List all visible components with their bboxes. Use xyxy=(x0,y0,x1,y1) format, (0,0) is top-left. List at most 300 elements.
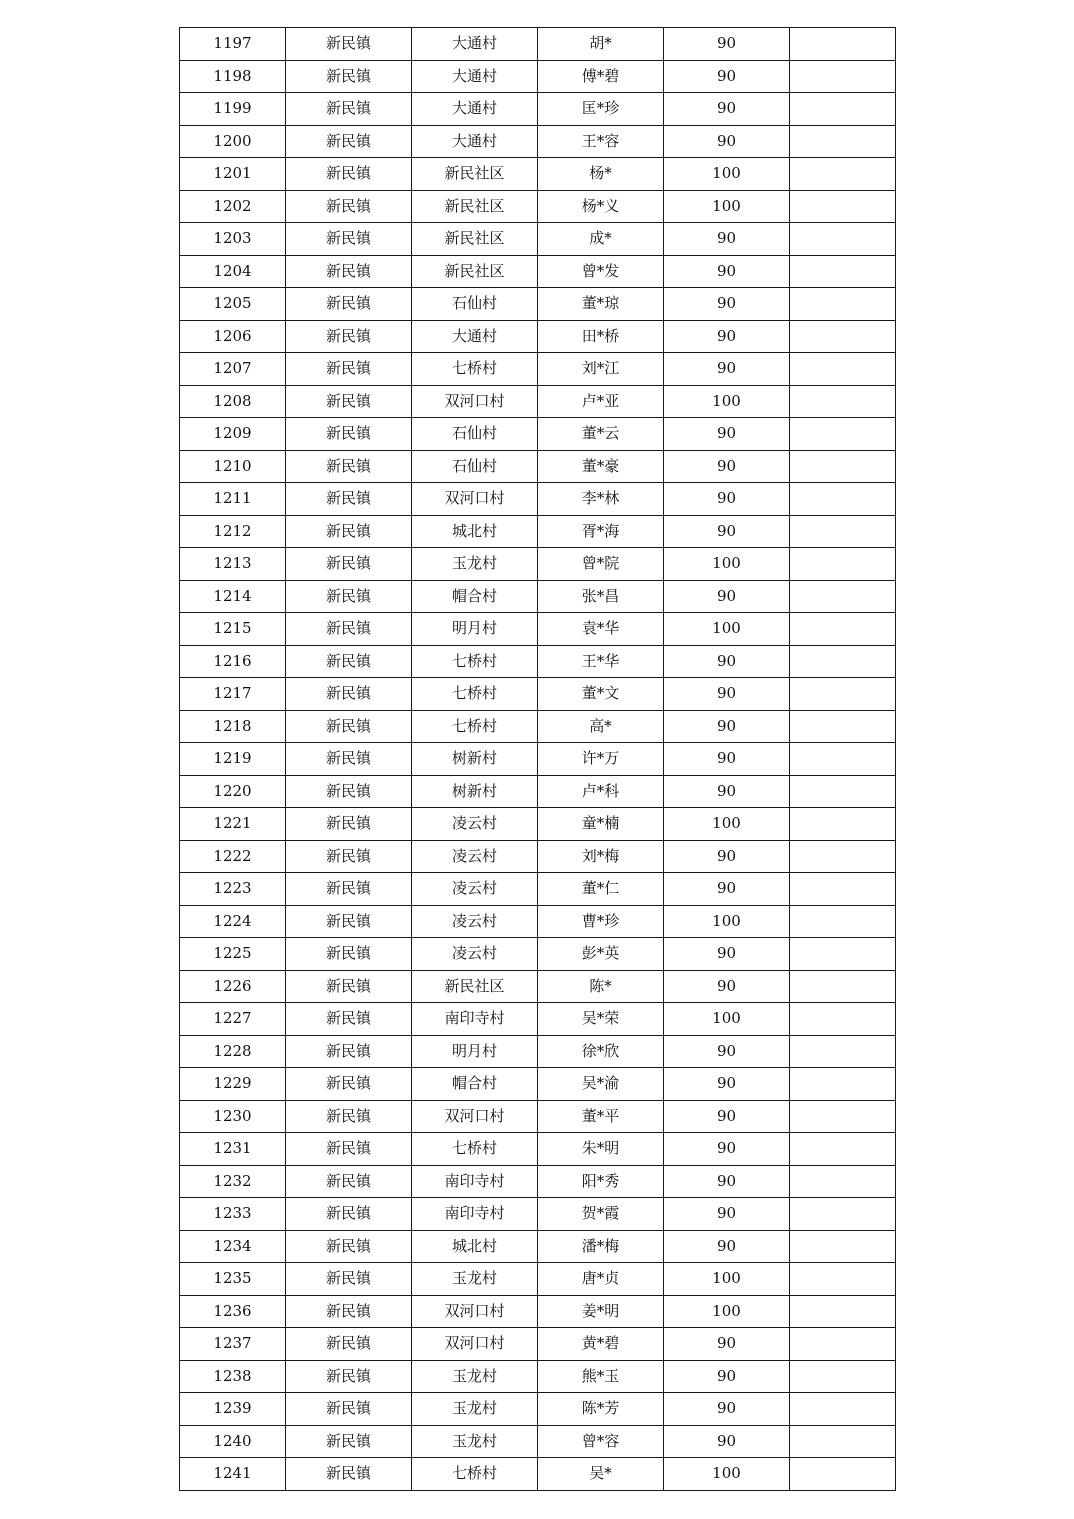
cell-index: 1233 xyxy=(180,1198,286,1231)
cell-remark xyxy=(790,548,896,581)
cell-index: 1234 xyxy=(180,1230,286,1263)
cell-village: 明月村 xyxy=(412,613,538,646)
cell-remark xyxy=(790,1458,896,1491)
table-row xyxy=(180,775,896,808)
cell-name: 阳*秀 xyxy=(538,1165,664,1198)
table-row xyxy=(180,1165,896,1198)
cell-name: 黄*碧 xyxy=(538,1328,664,1361)
cell-name: 曾*院 xyxy=(538,548,664,581)
cell-amount: 90 xyxy=(664,93,790,126)
cell-name: 熊*玉 xyxy=(538,1360,664,1393)
cell-village: 大通村 xyxy=(412,60,538,93)
cell-index: 1209 xyxy=(180,418,286,451)
cell-name: 胥*海 xyxy=(538,515,664,548)
cell-amount: 90 xyxy=(664,775,790,808)
cell-name: 徐*欣 xyxy=(538,1035,664,1068)
cell-index: 1230 xyxy=(180,1100,286,1133)
cell-town: 新民镇 xyxy=(286,1393,412,1426)
cell-name: 吴* xyxy=(538,1458,664,1491)
cell-remark xyxy=(790,905,896,938)
cell-town: 新民镇 xyxy=(286,1003,412,1036)
cell-remark xyxy=(790,678,896,711)
cell-town: 新民镇 xyxy=(286,1100,412,1133)
table-row xyxy=(180,320,896,353)
cell-remark xyxy=(790,1100,896,1133)
cell-remark xyxy=(790,1035,896,1068)
cell-town: 新民镇 xyxy=(286,840,412,873)
cell-village: 城北村 xyxy=(412,515,538,548)
cell-village: 双河口村 xyxy=(412,1100,538,1133)
cell-index: 1229 xyxy=(180,1068,286,1101)
cell-amount: 90 xyxy=(664,515,790,548)
cell-village: 石仙村 xyxy=(412,288,538,321)
cell-remark xyxy=(790,255,896,288)
cell-town: 新民镇 xyxy=(286,385,412,418)
cell-index: 1211 xyxy=(180,483,286,516)
cell-amount: 90 xyxy=(664,1425,790,1458)
cell-village: 凌云村 xyxy=(412,808,538,841)
cell-remark xyxy=(790,1230,896,1263)
cell-name: 匡*珍 xyxy=(538,93,664,126)
cell-village: 新民社区 xyxy=(412,158,538,191)
cell-name: 王*容 xyxy=(538,125,664,158)
table-row xyxy=(180,450,896,483)
cell-remark xyxy=(790,938,896,971)
cell-village: 新民社区 xyxy=(412,190,538,223)
cell-amount: 90 xyxy=(664,840,790,873)
table-row xyxy=(180,125,896,158)
cell-name: 吴*荣 xyxy=(538,1003,664,1036)
cell-village: 玉龙村 xyxy=(412,1263,538,1296)
cell-village: 新民社区 xyxy=(412,255,538,288)
cell-name: 陈* xyxy=(538,970,664,1003)
cell-amount: 100 xyxy=(664,385,790,418)
cell-amount: 90 xyxy=(664,1198,790,1231)
cell-name: 董*文 xyxy=(538,678,664,711)
table-row xyxy=(180,678,896,711)
cell-index: 1232 xyxy=(180,1165,286,1198)
cell-amount: 90 xyxy=(664,1360,790,1393)
cell-index: 1224 xyxy=(180,905,286,938)
cell-amount: 100 xyxy=(664,1003,790,1036)
cell-index: 1197 xyxy=(180,28,286,61)
cell-name: 吴*渝 xyxy=(538,1068,664,1101)
cell-village: 双河口村 xyxy=(412,385,538,418)
table-row xyxy=(180,223,896,256)
cell-village: 玉龙村 xyxy=(412,1360,538,1393)
cell-village: 玉龙村 xyxy=(412,548,538,581)
cell-town: 新民镇 xyxy=(286,93,412,126)
cell-index: 1217 xyxy=(180,678,286,711)
cell-amount: 100 xyxy=(664,158,790,191)
cell-index: 1235 xyxy=(180,1263,286,1296)
cell-index: 1208 xyxy=(180,385,286,418)
cell-village: 新民社区 xyxy=(412,970,538,1003)
cell-name: 杨* xyxy=(538,158,664,191)
table-row xyxy=(180,1393,896,1426)
cell-remark xyxy=(790,808,896,841)
cell-index: 1215 xyxy=(180,613,286,646)
cell-amount: 90 xyxy=(664,353,790,386)
cell-village: 南印寺村 xyxy=(412,1198,538,1231)
cell-name: 卢*亚 xyxy=(538,385,664,418)
cell-remark xyxy=(790,840,896,873)
cell-amount: 90 xyxy=(664,970,790,1003)
cell-amount: 90 xyxy=(664,255,790,288)
table-row xyxy=(180,645,896,678)
cell-village: 大通村 xyxy=(412,93,538,126)
cell-amount: 90 xyxy=(664,1230,790,1263)
cell-town: 新民镇 xyxy=(286,60,412,93)
cell-amount: 90 xyxy=(664,873,790,906)
table-row xyxy=(180,1263,896,1296)
cell-town: 新民镇 xyxy=(286,1165,412,1198)
cell-name: 杨*义 xyxy=(538,190,664,223)
cell-town: 新民镇 xyxy=(286,548,412,581)
cell-name: 刘*梅 xyxy=(538,840,664,873)
cell-village: 玉龙村 xyxy=(412,1393,538,1426)
cell-amount: 90 xyxy=(664,1035,790,1068)
cell-index: 1205 xyxy=(180,288,286,321)
cell-village: 双河口村 xyxy=(412,483,538,516)
cell-index: 1220 xyxy=(180,775,286,808)
cell-remark xyxy=(790,93,896,126)
cell-remark xyxy=(790,353,896,386)
cell-remark xyxy=(790,1198,896,1231)
cell-village: 七桥村 xyxy=(412,710,538,743)
cell-name: 董*豪 xyxy=(538,450,664,483)
cell-amount: 90 xyxy=(664,125,790,158)
cell-town: 新民镇 xyxy=(286,1360,412,1393)
cell-amount: 90 xyxy=(664,1100,790,1133)
cell-town: 新民镇 xyxy=(286,483,412,516)
table-row xyxy=(180,418,896,451)
cell-index: 1231 xyxy=(180,1133,286,1166)
data-table xyxy=(179,27,896,1491)
table-row xyxy=(180,1100,896,1133)
cell-town: 新民镇 xyxy=(286,808,412,841)
cell-remark xyxy=(790,1328,896,1361)
cell-remark xyxy=(790,158,896,191)
cell-remark xyxy=(790,60,896,93)
cell-remark xyxy=(790,288,896,321)
table-row xyxy=(180,483,896,516)
cell-amount: 90 xyxy=(664,678,790,711)
cell-index: 1227 xyxy=(180,1003,286,1036)
table-row xyxy=(180,580,896,613)
table-row xyxy=(180,288,896,321)
cell-amount: 90 xyxy=(664,418,790,451)
cell-town: 新民镇 xyxy=(286,710,412,743)
cell-remark xyxy=(790,1425,896,1458)
cell-name: 姜*明 xyxy=(538,1295,664,1328)
table-row xyxy=(180,905,896,938)
cell-remark xyxy=(790,1360,896,1393)
cell-remark xyxy=(790,125,896,158)
cell-index: 1228 xyxy=(180,1035,286,1068)
cell-town: 新民镇 xyxy=(286,678,412,711)
cell-town: 新民镇 xyxy=(286,288,412,321)
cell-index: 1223 xyxy=(180,873,286,906)
cell-town: 新民镇 xyxy=(286,1230,412,1263)
cell-village: 南印寺村 xyxy=(412,1165,538,1198)
cell-index: 1216 xyxy=(180,645,286,678)
cell-index: 1204 xyxy=(180,255,286,288)
cell-name: 李*林 xyxy=(538,483,664,516)
cell-index: 1240 xyxy=(180,1425,286,1458)
table-row xyxy=(180,1328,896,1361)
cell-village: 新民社区 xyxy=(412,223,538,256)
cell-village: 玉龙村 xyxy=(412,1425,538,1458)
cell-remark xyxy=(790,190,896,223)
cell-village: 七桥村 xyxy=(412,1458,538,1491)
cell-name: 董*云 xyxy=(538,418,664,451)
cell-town: 新民镇 xyxy=(286,418,412,451)
cell-name: 田*桥 xyxy=(538,320,664,353)
cell-village: 大通村 xyxy=(412,320,538,353)
cell-name: 潘*梅 xyxy=(538,1230,664,1263)
table-row xyxy=(180,613,896,646)
cell-amount: 90 xyxy=(664,223,790,256)
table-row xyxy=(180,158,896,191)
cell-town: 新民镇 xyxy=(286,1068,412,1101)
cell-town: 新民镇 xyxy=(286,1035,412,1068)
cell-remark xyxy=(790,775,896,808)
cell-remark xyxy=(790,970,896,1003)
cell-index: 1225 xyxy=(180,938,286,971)
cell-town: 新民镇 xyxy=(286,28,412,61)
cell-town: 新民镇 xyxy=(286,775,412,808)
cell-village: 双河口村 xyxy=(412,1328,538,1361)
cell-remark xyxy=(790,580,896,613)
table-row xyxy=(180,1360,896,1393)
cell-town: 新民镇 xyxy=(286,353,412,386)
cell-amount: 90 xyxy=(664,1068,790,1101)
cell-remark xyxy=(790,1295,896,1328)
cell-village: 帽合村 xyxy=(412,1068,538,1101)
cell-amount: 90 xyxy=(664,1393,790,1426)
table-row xyxy=(180,515,896,548)
cell-town: 新民镇 xyxy=(286,613,412,646)
cell-index: 1214 xyxy=(180,580,286,613)
cell-index: 1206 xyxy=(180,320,286,353)
table-row xyxy=(180,93,896,126)
table-row xyxy=(180,1133,896,1166)
table-row xyxy=(180,1003,896,1036)
table-row xyxy=(180,190,896,223)
table-row xyxy=(180,60,896,93)
cell-village: 七桥村 xyxy=(412,645,538,678)
cell-village: 七桥村 xyxy=(412,1133,538,1166)
cell-amount: 90 xyxy=(664,1165,790,1198)
cell-name: 唐*贞 xyxy=(538,1263,664,1296)
cell-name: 曾*发 xyxy=(538,255,664,288)
cell-remark xyxy=(790,710,896,743)
cell-village: 大通村 xyxy=(412,28,538,61)
cell-amount: 90 xyxy=(664,743,790,776)
cell-remark xyxy=(790,515,896,548)
cell-town: 新民镇 xyxy=(286,1328,412,1361)
cell-remark xyxy=(790,483,896,516)
cell-town: 新民镇 xyxy=(286,580,412,613)
cell-town: 新民镇 xyxy=(286,873,412,906)
table-row xyxy=(180,353,896,386)
cell-remark xyxy=(790,1068,896,1101)
table-row xyxy=(180,873,896,906)
cell-amount: 90 xyxy=(664,320,790,353)
cell-name: 许*万 xyxy=(538,743,664,776)
cell-remark xyxy=(790,743,896,776)
cell-town: 新民镇 xyxy=(286,515,412,548)
cell-amount: 100 xyxy=(664,548,790,581)
cell-name: 董*仁 xyxy=(538,873,664,906)
cell-name: 成* xyxy=(538,223,664,256)
cell-amount: 90 xyxy=(664,450,790,483)
cell-index: 1236 xyxy=(180,1295,286,1328)
cell-amount: 100 xyxy=(664,808,790,841)
cell-remark xyxy=(790,418,896,451)
cell-town: 新民镇 xyxy=(286,938,412,971)
table-row xyxy=(180,255,896,288)
cell-index: 1218 xyxy=(180,710,286,743)
cell-amount: 90 xyxy=(664,28,790,61)
cell-index: 1198 xyxy=(180,60,286,93)
cell-village: 帽合村 xyxy=(412,580,538,613)
cell-name: 彭*英 xyxy=(538,938,664,971)
cell-index: 1201 xyxy=(180,158,286,191)
cell-remark xyxy=(790,1393,896,1426)
table-row xyxy=(180,1198,896,1231)
table-row xyxy=(180,385,896,418)
cell-town: 新民镇 xyxy=(286,320,412,353)
cell-amount: 100 xyxy=(664,905,790,938)
cell-town: 新民镇 xyxy=(286,223,412,256)
cell-town: 新民镇 xyxy=(286,190,412,223)
cell-village: 凌云村 xyxy=(412,938,538,971)
cell-index: 1219 xyxy=(180,743,286,776)
table-row xyxy=(180,1035,896,1068)
cell-name: 董*琼 xyxy=(538,288,664,321)
cell-village: 树新村 xyxy=(412,775,538,808)
table-row xyxy=(180,1295,896,1328)
table-row xyxy=(180,1425,896,1458)
cell-village: 七桥村 xyxy=(412,353,538,386)
cell-index: 1212 xyxy=(180,515,286,548)
cell-amount: 90 xyxy=(664,288,790,321)
cell-name: 胡* xyxy=(538,28,664,61)
cell-index: 1221 xyxy=(180,808,286,841)
table-row xyxy=(180,743,896,776)
cell-amount: 90 xyxy=(664,60,790,93)
cell-remark xyxy=(790,1263,896,1296)
cell-village: 石仙村 xyxy=(412,418,538,451)
table-row xyxy=(180,840,896,873)
cell-index: 1207 xyxy=(180,353,286,386)
cell-remark xyxy=(790,613,896,646)
cell-amount: 90 xyxy=(664,1328,790,1361)
cell-town: 新民镇 xyxy=(286,1133,412,1166)
cell-amount: 100 xyxy=(664,1458,790,1491)
table-row xyxy=(180,1230,896,1263)
cell-town: 新民镇 xyxy=(286,905,412,938)
cell-remark xyxy=(790,1133,896,1166)
cell-town: 新民镇 xyxy=(286,645,412,678)
cell-amount: 90 xyxy=(664,1133,790,1166)
cell-index: 1202 xyxy=(180,190,286,223)
cell-village: 大通村 xyxy=(412,125,538,158)
cell-town: 新民镇 xyxy=(286,1458,412,1491)
cell-town: 新民镇 xyxy=(286,255,412,288)
cell-village: 树新村 xyxy=(412,743,538,776)
cell-name: 袁*华 xyxy=(538,613,664,646)
cell-village: 石仙村 xyxy=(412,450,538,483)
cell-name: 贺*霞 xyxy=(538,1198,664,1231)
cell-index: 1203 xyxy=(180,223,286,256)
cell-amount: 90 xyxy=(664,710,790,743)
cell-village: 凌云村 xyxy=(412,905,538,938)
cell-name: 曹*珍 xyxy=(538,905,664,938)
cell-name: 董*平 xyxy=(538,1100,664,1133)
cell-remark xyxy=(790,320,896,353)
cell-index: 1222 xyxy=(180,840,286,873)
cell-town: 新民镇 xyxy=(286,1198,412,1231)
cell-town: 新民镇 xyxy=(286,1263,412,1296)
cell-index: 1238 xyxy=(180,1360,286,1393)
cell-index: 1237 xyxy=(180,1328,286,1361)
cell-town: 新民镇 xyxy=(286,450,412,483)
table-body xyxy=(180,28,896,1491)
cell-name: 卢*科 xyxy=(538,775,664,808)
cell-index: 1241 xyxy=(180,1458,286,1491)
table-row xyxy=(180,938,896,971)
cell-village: 七桥村 xyxy=(412,678,538,711)
table-row xyxy=(180,548,896,581)
cell-name: 朱*明 xyxy=(538,1133,664,1166)
cell-village: 明月村 xyxy=(412,1035,538,1068)
table-row xyxy=(180,1068,896,1101)
table-row xyxy=(180,1458,896,1491)
cell-remark xyxy=(790,223,896,256)
cell-amount: 100 xyxy=(664,1263,790,1296)
cell-village: 双河口村 xyxy=(412,1295,538,1328)
cell-name: 刘*江 xyxy=(538,353,664,386)
cell-name: 高* xyxy=(538,710,664,743)
cell-amount: 90 xyxy=(664,580,790,613)
cell-town: 新民镇 xyxy=(286,158,412,191)
cell-town: 新民镇 xyxy=(286,125,412,158)
cell-name: 傅*碧 xyxy=(538,60,664,93)
cell-remark xyxy=(790,450,896,483)
cell-remark xyxy=(790,1165,896,1198)
cell-name: 张*昌 xyxy=(538,580,664,613)
cell-index: 1213 xyxy=(180,548,286,581)
cell-village: 凌云村 xyxy=(412,873,538,906)
cell-amount: 90 xyxy=(664,483,790,516)
cell-remark xyxy=(790,1003,896,1036)
cell-index: 1226 xyxy=(180,970,286,1003)
cell-town: 新民镇 xyxy=(286,743,412,776)
cell-amount: 90 xyxy=(664,938,790,971)
cell-amount: 90 xyxy=(664,645,790,678)
cell-town: 新民镇 xyxy=(286,970,412,1003)
cell-amount: 100 xyxy=(664,613,790,646)
table-row xyxy=(180,970,896,1003)
cell-remark xyxy=(790,385,896,418)
cell-town: 新民镇 xyxy=(286,1425,412,1458)
table-row xyxy=(180,710,896,743)
cell-village: 城北村 xyxy=(412,1230,538,1263)
cell-village: 南印寺村 xyxy=(412,1003,538,1036)
